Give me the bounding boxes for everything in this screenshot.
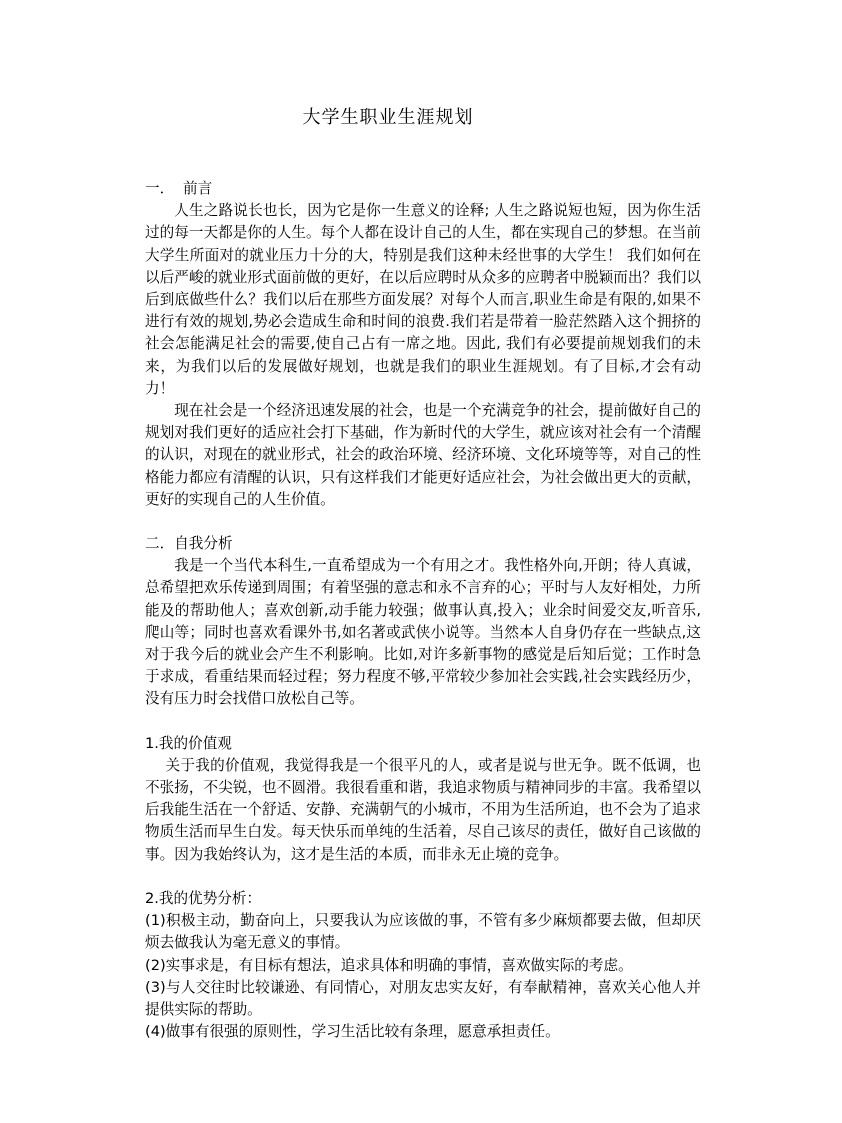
section-title: 前言 [183, 180, 213, 197]
section-heading-values: 1.我的价值观 [145, 734, 232, 752]
section-number: 一． [145, 180, 175, 197]
list-item: (4)做事有很强的原则性，学习生活比较有条理，愿意承担责任。 [145, 1023, 560, 1041]
paragraph: 现在社会是一个经济迅速发展的社会，也是一个充满竞争的社会，提前做好自己的规划对我们更好的适应社会打下基础，作为新时代的大学生，就应该对社会有一个清醒的认识，对现在的就业形式，社会的政治环境、经济环境、文化环境等等，对自己的性格能力都应有清醒的认识，只有这样我们才能更好适应社会，为社会做出更大的贡献，更好的实现自己的人生价值。 [145, 402, 701, 508]
section-heading-self-analysis: 二．自我分析 [145, 535, 233, 553]
spacer [145, 711, 701, 733]
paragraph: 我是一个当代本科生,一直希望成为一个有用之才。我性格外向,开朗；待人真诚，总希望把欢乐传递到周围；有着坚强的意志和永不言弃的心；平时与人友好相处，力所能及的帮助他人；喜欢创新,动手能力较强；做事认真,投入；业余时间爱交友,听音乐,爬山等；同时也喜欢看课外书,如名著或武侠小说等。当然本人自身仍存在一些缺点,这对于我今后的就业会产生不利影响。比如,对许多新事物的感觉是后知后觉；工作时急于求成，看重结果而轻过程；努力程度不够,平常较少参加社会实践,社会实践经历少，没有压力时会找借口放松自己等。 [145, 557, 701, 708]
paragraph: 人生之路说长也长，因为它是你一生意义的诠释; 人生之路说短也短，因为你生活过的每一天都是你的人生。每个人都在设计自己的人生，都在实现自己的梦想。在当前大学生所面对的就业压力十分的大，特别是我们这种未经世事的大学生！ 我们如何在以后严峻的就业形式面前做的更好，在以后应聘时从众多的应聘者中脱颖而出？我们以后到底做些什么？我们以后在那些方面发展？对每个人而言,职业生命是有限的,如果不进行有效的规划,势必会造成生命和时间的浪费.我们若是带着一脸茫然踏入这个拥挤的社会怎能满足社会的需要,使自己占有一席之地。因此, 我们有必要提前规划我们的未来，为我们以后的发展做好规划，也就是我们的职业生涯规划。有了目标,才会有动力！ [145, 202, 701, 397]
section-heading-strengths: 2.我的优势分析： [145, 889, 262, 907]
spacer [145, 511, 701, 533]
list-item: (1)积极主动，勤奋向上，只要我认为应该做的事，不管有多少麻烦都要去做，但却厌烦去做我认为毫无意义的事情。 [145, 912, 701, 952]
document-body [145, 178, 701, 1043]
section-heading-preface [145, 178, 701, 200]
paragraph: 关于我的价值观，我觉得我是一个很平凡的人，或者是说与世无争。既不低调，也不张扬，不尖锐，也不圆滑。我很看重和谐，我追求物质与精神同步的丰富。我希望以后我能生活在一个舒适、安静、充满朝气的小城市，不用为生活所迫，也不会为了追求物质生活而早生白发。每天快乐而单纯的生活着，尽自己该尽的责任，做好自己该做的事。因为我始终认为，这才是生活的本质，而非永无止境的竞争。 [145, 756, 701, 863]
page-title: 大学生职业生涯规划 [302, 107, 474, 128]
list-item: (2)实事求是，有目标有想法，追求具体和明确的事情，喜欢做实际的考虑。 [145, 956, 633, 974]
spacer [145, 866, 701, 888]
list-item: (3)与人交往时比较谦逊、有同情心，对朋友忠实友好，有奉献精神，喜欢关心他人并提供实际的帮助。 [145, 978, 701, 1018]
